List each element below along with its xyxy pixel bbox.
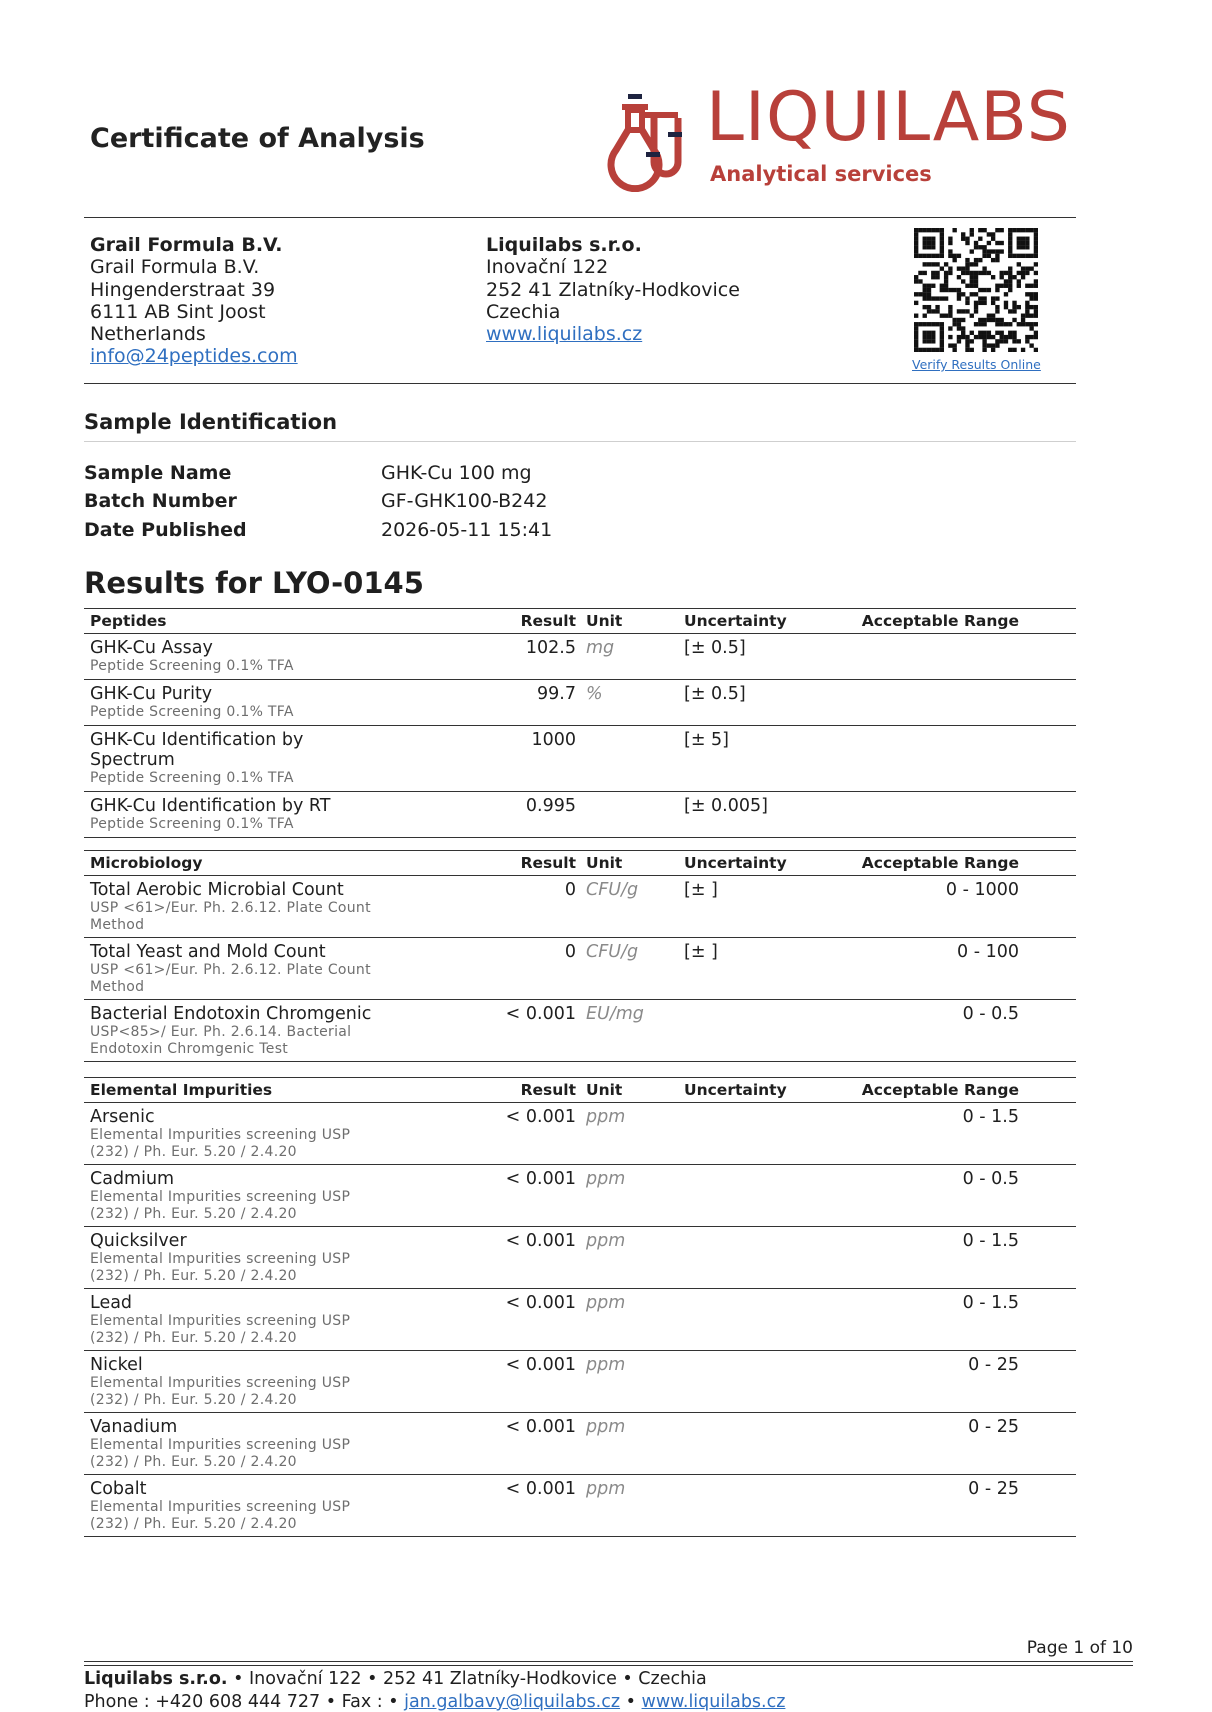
parameter-name: Total Aerobic Microbial Count — [90, 880, 344, 900]
logo-tagline: Analytical services — [710, 162, 932, 186]
table-row — [84, 1103, 1076, 1165]
parameter-cell — [90, 1169, 390, 1223]
result-column-header: Result — [520, 1081, 576, 1099]
unit-value: ppm — [586, 1355, 626, 1375]
range-column-header: Acceptable Range — [861, 1081, 1019, 1099]
test-method: USP <61>/Eur. Ph. 2.6.12. Plate Count Method — [90, 900, 371, 933]
table-header — [84, 1077, 1076, 1103]
uncertainty-column-header: Uncertainty — [684, 612, 787, 630]
uncertainty-column-header: Uncertainty — [684, 854, 787, 872]
test-method: Peptide Screening 0.1% TFA — [90, 704, 294, 720]
uncertainty-value: [± ] — [684, 880, 718, 900]
client-line: Netherlands — [90, 323, 206, 346]
uncertainty-value: [± 0.005] — [684, 796, 768, 816]
table-category-header: Microbiology — [90, 854, 203, 872]
table-row — [84, 634, 1076, 680]
table-row — [84, 1289, 1076, 1351]
parameter-name: Cobalt — [90, 1479, 147, 1499]
footer-rule — [84, 1661, 1133, 1662]
client-name: Grail Formula B.V. — [90, 234, 283, 256]
uncertainty-column-header: Uncertainty — [684, 1081, 787, 1099]
page-number: Page 1 of 10 — [1026, 1638, 1133, 1658]
address-rule — [84, 383, 1076, 384]
unit-value: ppm — [586, 1169, 626, 1189]
test-method: Peptide Screening 0.1% TFA — [90, 658, 294, 674]
footer-company: Liquilabs s.r.o. — [84, 1669, 228, 1689]
table-row — [84, 1351, 1076, 1413]
table-row — [84, 876, 1076, 938]
unit-value: % — [586, 684, 603, 704]
parameter-name: Arsenic — [90, 1107, 155, 1127]
parameter-cell — [90, 1355, 390, 1409]
parameter-name: Vanadium — [90, 1417, 178, 1437]
unit-value: ppm — [586, 1479, 626, 1499]
client-line: Hingenderstraat 39 — [90, 278, 276, 301]
table-category-header: Elemental Impurities — [90, 1081, 273, 1099]
result-value: < 0.001 — [505, 1293, 576, 1313]
table-row — [84, 938, 1076, 1000]
test-method: Elemental Impurities screening USP (232) / Ph. Eur. 5.20 / 2.4.20 — [90, 1499, 351, 1532]
table-row — [84, 680, 1076, 726]
result-value: 0 — [564, 942, 576, 962]
parameter-name: Nickel — [90, 1355, 143, 1375]
section-divider — [84, 441, 1076, 442]
result-value: < 0.001 — [505, 1231, 576, 1251]
qr-code-icon[interactable] — [914, 228, 1038, 352]
parameter-cell — [90, 1004, 390, 1058]
acceptable-range-value: 0 - 1000 — [945, 880, 1019, 900]
flask-logo-icon — [606, 92, 696, 192]
header-rule — [84, 217, 1076, 218]
test-method: Elemental Impurities screening USP (232) / Ph. Eur. 5.20 / 2.4.20 — [90, 1437, 351, 1470]
lab-line: Czechia — [486, 300, 561, 323]
acceptable-range-value: 0 - 1.5 — [962, 1293, 1019, 1313]
sample-identification-title: Sample Identification — [84, 410, 338, 434]
footer-website-link[interactable]: www.liquilabs.cz — [641, 1692, 786, 1712]
acceptable-range-value: 0 - 25 — [968, 1417, 1019, 1437]
table-category-header: Peptides — [90, 612, 167, 630]
test-method: USP <61>/Eur. Ph. 2.6.12. Plate Count Method — [90, 962, 371, 995]
test-method: Elemental Impurities screening USP (232) / Ph. Eur. 5.20 / 2.4.20 — [90, 1313, 351, 1346]
unit-value: ppm — [586, 1231, 626, 1251]
test-method: Elemental Impurities screening USP (232) / Ph. Eur. 5.20 / 2.4.20 — [90, 1251, 351, 1284]
table-row — [84, 1227, 1076, 1289]
result-value: 102.5 — [525, 638, 576, 658]
parameter-cell — [90, 1107, 390, 1161]
client-line: Grail Formula B.V. — [90, 256, 260, 279]
unit-value: CFU/g — [586, 880, 639, 900]
client-line: 6111 AB Sint Joost — [90, 300, 266, 323]
unit-value: EU/mg — [586, 1004, 644, 1024]
test-method: Peptide Screening 0.1% TFA — [90, 770, 294, 786]
acceptable-range-value: 0 - 25 — [968, 1479, 1019, 1499]
parameter-cell — [90, 1231, 390, 1285]
parameter-cell — [90, 638, 390, 675]
parameter-cell — [90, 730, 390, 787]
unit-column-header: Unit — [586, 612, 623, 630]
sample-name-value: GHK-Cu 100 mg — [381, 462, 532, 484]
parameter-cell — [90, 1293, 390, 1347]
unit-value: ppm — [586, 1107, 626, 1127]
date-published-label: Date Published — [84, 519, 247, 541]
result-value: 1000 — [531, 730, 576, 750]
acceptable-range-value: 0 - 1.5 — [962, 1107, 1019, 1127]
acceptable-range-value: 0 - 0.5 — [962, 1169, 1019, 1189]
unit-column-header: Unit — [586, 1081, 623, 1099]
parameter-name: Bacterial Endotoxin Chromgenic — [90, 1004, 372, 1024]
table-row — [84, 1475, 1076, 1537]
unit-value: CFU/g — [586, 942, 639, 962]
uncertainty-value: [± 0.5] — [684, 638, 746, 658]
parameter-cell — [90, 942, 390, 996]
acceptable-range-value: 0 - 1.5 — [962, 1231, 1019, 1251]
results-title: Results for LYO-0145 — [84, 566, 424, 600]
result-value: 0.995 — [525, 796, 576, 816]
acceptable-range-value: 0 - 0.5 — [962, 1004, 1019, 1024]
parameter-name: Quicksilver — [90, 1231, 187, 1251]
result-value: 99.7 — [537, 684, 576, 704]
parameter-cell — [90, 1417, 390, 1471]
test-method: Elemental Impurities screening USP (232) / Ph. Eur. 5.20 / 2.4.20 — [90, 1189, 351, 1222]
table-header — [84, 850, 1076, 876]
results-table — [84, 1077, 1076, 1537]
parameter-name: Cadmium — [90, 1169, 175, 1189]
client-address — [90, 234, 298, 368]
parameter-cell — [90, 880, 390, 934]
logo-wordmark: LIQUILABS — [706, 78, 1071, 157]
date-published-value: 2026-05-11 15:41 — [381, 519, 553, 541]
unit-value: ppm — [586, 1417, 626, 1437]
table-row — [84, 1413, 1076, 1475]
verify-results-link[interactable]: Verify Results Online — [912, 357, 1041, 372]
lab-line: 252 41 Zlatníky-Hodkovice — [486, 278, 740, 301]
result-column-header: Result — [520, 612, 576, 630]
lab-name: Liquilabs s.r.o. — [486, 234, 642, 256]
parameter-cell — [90, 684, 390, 721]
parameter-name: GHK-Cu Identification by Spectrum — [90, 730, 304, 770]
batch-number-label: Batch Number — [84, 490, 237, 512]
uncertainty-value: [± 0.5] — [684, 684, 746, 704]
footer-email-link[interactable]: jan.galbavy@liquilabs.cz — [404, 1692, 621, 1712]
acceptable-range-value: 0 - 100 — [957, 942, 1019, 962]
result-value: < 0.001 — [505, 1417, 576, 1437]
test-method: USP<85>/ Eur. Ph. 2.6.14. Bacterial Endotoxin Chromgenic Test — [90, 1024, 352, 1057]
result-value: < 0.001 — [505, 1479, 576, 1499]
parameter-name: Lead — [90, 1293, 133, 1313]
footer-address-text: • Inovační 122 • 252 41 Zlatníky-Hodkovice • Czechia — [233, 1669, 707, 1689]
table-row — [84, 1000, 1076, 1062]
test-method: Peptide Screening 0.1% TFA — [90, 816, 294, 832]
unit-column-header: Unit — [586, 854, 623, 872]
table-row — [84, 726, 1076, 792]
results-table — [84, 608, 1076, 838]
result-value: < 0.001 — [505, 1355, 576, 1375]
unit-value: ppm — [586, 1293, 626, 1313]
table-row — [84, 1165, 1076, 1227]
parameter-name: Total Yeast and Mold Count — [90, 942, 326, 962]
parameter-name: GHK-Cu Purity — [90, 684, 213, 704]
footer-contact — [84, 1692, 785, 1712]
result-value: < 0.001 — [505, 1169, 576, 1189]
uncertainty-value: [± ] — [684, 942, 718, 962]
result-value: 0 — [564, 880, 576, 900]
parameter-name: GHK-Cu Identification by RT — [90, 796, 331, 816]
table-header — [84, 608, 1076, 634]
unit-value: mg — [586, 638, 615, 658]
lab-line: Inovační 122 — [486, 256, 609, 279]
footer-address — [84, 1669, 707, 1689]
result-column-header: Result — [520, 854, 576, 872]
test-method: Elemental Impurities screening USP (232) / Ph. Eur. 5.20 / 2.4.20 — [90, 1375, 351, 1408]
parameter-name: GHK-Cu Assay — [90, 638, 213, 658]
lab-address — [486, 234, 740, 345]
lab-website-link[interactable]: www.liquilabs.cz — [486, 323, 643, 346]
parameter-cell — [90, 1479, 390, 1533]
sample-name-label: Sample Name — [84, 462, 232, 484]
document-title: Certificate of Analysis — [90, 123, 425, 154]
acceptable-range-value: 0 - 25 — [968, 1355, 1019, 1375]
batch-number-value: GF-GHK100-B242 — [381, 490, 548, 512]
liquilabs-logo — [606, 78, 1076, 192]
parameter-cell — [90, 796, 390, 833]
uncertainty-value: [± 5] — [684, 730, 730, 750]
client-email-link[interactable]: info@24peptides.com — [90, 345, 298, 368]
range-column-header: Acceptable Range — [861, 854, 1019, 872]
test-method: Elemental Impurities screening USP (232) / Ph. Eur. 5.20 / 2.4.20 — [90, 1127, 351, 1160]
footer-separator: • — [625, 1692, 636, 1712]
footer-rule — [84, 1665, 1133, 1666]
results-table — [84, 850, 1076, 1062]
table-row — [84, 792, 1076, 838]
footer-phone-fax: Phone : +420 608 444 727 • Fax : • — [84, 1692, 399, 1712]
range-column-header: Acceptable Range — [861, 612, 1019, 630]
result-value: < 0.001 — [505, 1004, 576, 1024]
result-value: < 0.001 — [505, 1107, 576, 1127]
